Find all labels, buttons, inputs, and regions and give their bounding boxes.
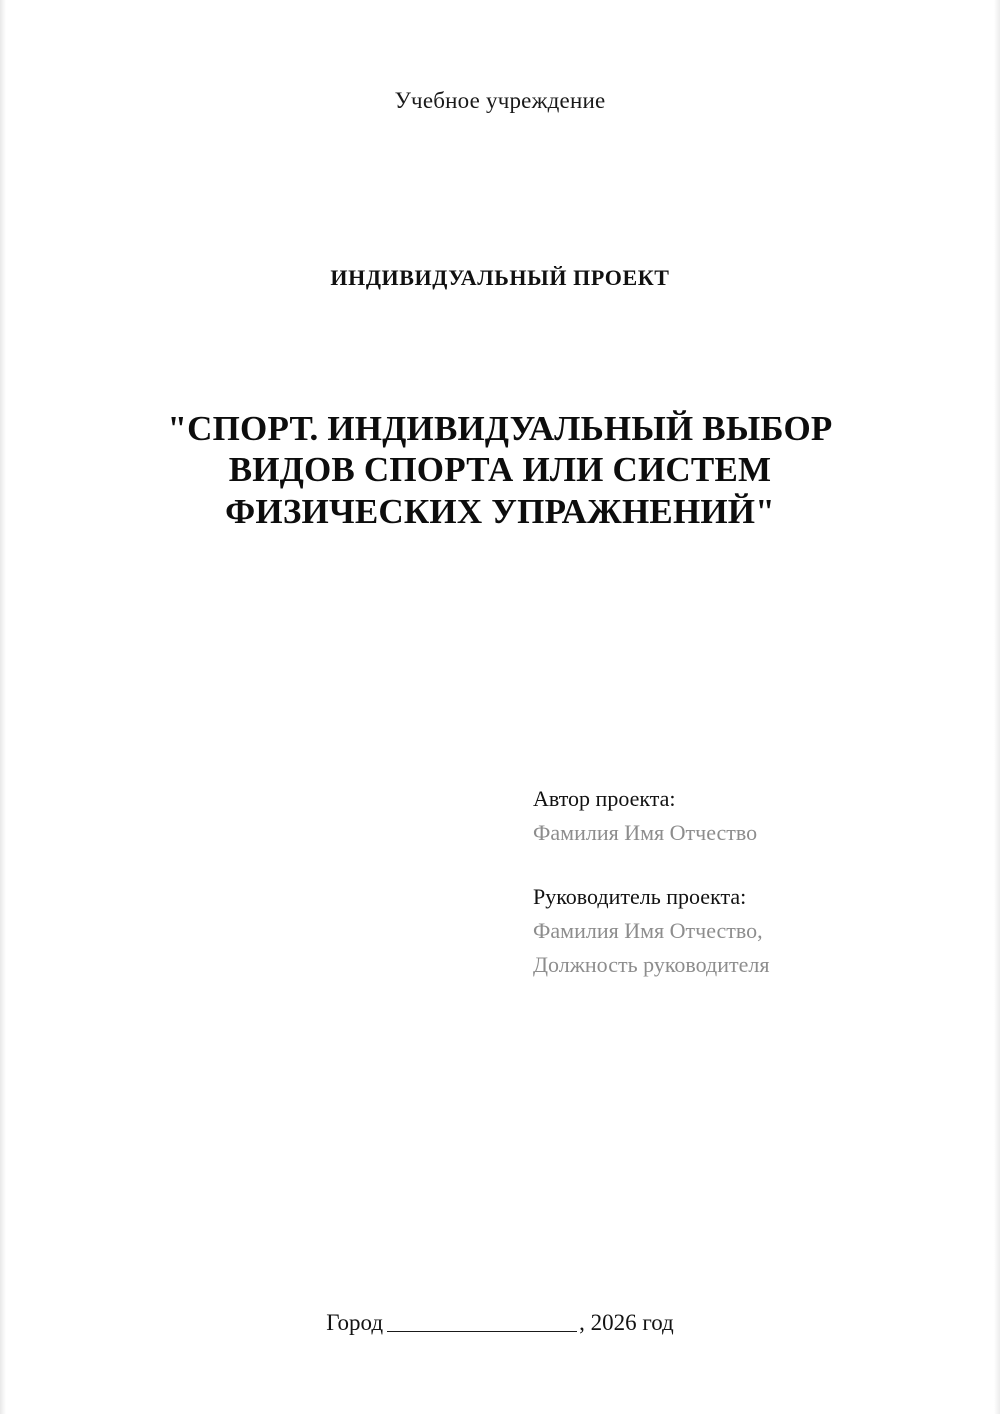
supervisor-label: Руководитель проекта: — [533, 884, 747, 910]
institution-name: Учебное учреждение — [394, 88, 606, 113]
supervisor-block — [533, 880, 933, 982]
city-label: Город — [326, 1310, 384, 1335]
supervisor-value-line-2: Должность руководителя — [533, 952, 770, 978]
author-label: Автор проекта: — [533, 786, 676, 811]
author-value: Фамилия Имя Отчество — [533, 820, 758, 846]
supervisor-value-line-1: Фамилия Имя Отчество, — [533, 918, 763, 944]
page-title: "СПОРТ. ИНДИВИДУАЛЬНЫЙ ВЫБОР ВИДОВ СПОРТА ИЛИ СИСТЕМ ФИЗИЧЕСКИХ УПРАЖНЕНИЙ" — [167, 409, 833, 531]
year-text: , 2026 год — [579, 1310, 674, 1335]
author-block — [533, 782, 933, 850]
document-type: ИНДИВИДУАЛЬНЫЙ ПРОЕКТ — [330, 265, 670, 290]
footer-city-year — [0, 1309, 1000, 1336]
city-blank-line — [387, 1309, 577, 1332]
credits-block — [533, 782, 933, 982]
